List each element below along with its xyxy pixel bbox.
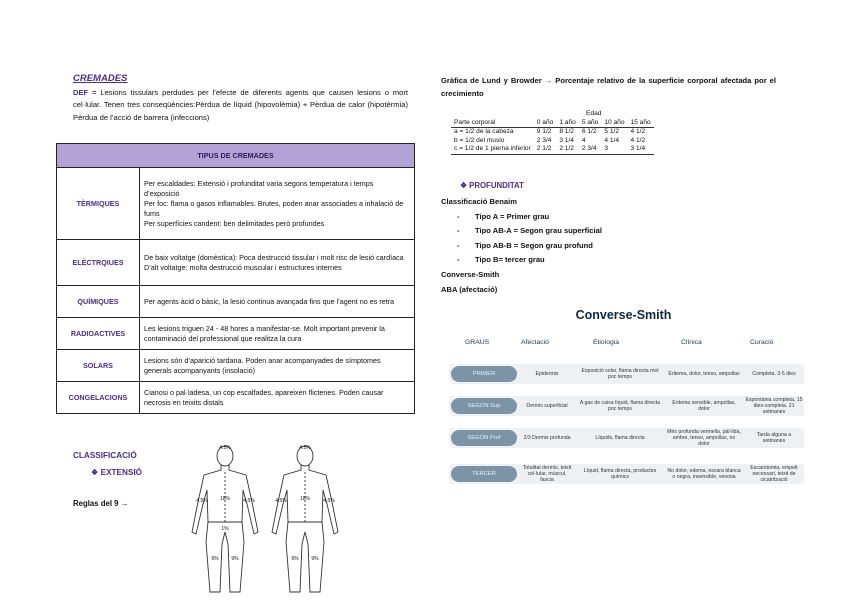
body-label: 18%	[219, 496, 231, 502]
cs-cell: Líquids, flama directa	[595, 435, 645, 441]
body-label: 4.5%	[275, 498, 287, 504]
grade-badge: SEGON Sup	[451, 398, 517, 414]
row-label: CONGELACIONS	[57, 382, 140, 414]
cs-cell: Completa. 3-5 dies	[752, 371, 796, 377]
lund-browder-heading: Gràfica de Lund y Browder → Porcentaje relativo de la superficie corporal afectada por el crecimiento	[441, 76, 776, 98]
cs-row	[449, 464, 804, 484]
lb-cell: 8 1/2	[559, 128, 574, 136]
lb-col-header: 15 año	[628, 119, 654, 128]
lb-col-header: 5 año	[579, 119, 602, 128]
lb-cell: a = 1/2 de la cabeza	[454, 128, 514, 136]
cs-cell: A gas de caixa líquid, flama directa poc temps	[579, 400, 661, 412]
tipus-cremades-table	[56, 143, 415, 414]
lb-cell: 4 1/2	[630, 136, 646, 144]
list-item: - Tipo A = Primer grau	[457, 211, 550, 221]
cs-cell: Espontània completa, 15 dies-completa. 21 setmanes	[745, 397, 803, 415]
cs-cell: Epidermis	[535, 371, 559, 377]
reglas-del-9: Reglas del 9 →	[73, 499, 129, 508]
lb-cell: 3 1/4	[628, 145, 654, 154]
cs-header: Etiologia	[593, 339, 620, 346]
row-label: QUÍMIQUES	[57, 286, 140, 318]
cremades-title: CREMADES	[73, 73, 128, 84]
cs-header: Afectació	[521, 339, 549, 346]
tipus-cremades-header: TIPUS DE CREMADES	[57, 144, 415, 168]
row-line: De baix voltatge (domèstica): Poca destrucció tissular i molt risc de lesió cardíaca	[144, 252, 404, 262]
row-label: ELÈCTRQIUES	[57, 240, 140, 286]
list-item-text: Tipo AB-B = Segon grau profund	[475, 240, 593, 250]
body-label: 4.5%	[299, 445, 311, 451]
cs-cell: Eritema, dolor, tenso, ampollas	[668, 371, 740, 377]
lb-cell: 4	[581, 136, 586, 144]
cs-cell: 2/3 Dermis profunda	[523, 435, 571, 441]
body-label: 9%	[311, 556, 319, 562]
row-line: Per agents àcid o bàsic, la lesió continua avançada fins que l’agent no es retra	[144, 296, 395, 306]
benaim-title: Classificació Benaim	[441, 197, 517, 206]
body-label: 9%	[211, 556, 219, 562]
row-content	[140, 168, 415, 240]
grade-badge: TERCER	[451, 466, 517, 482]
row-content	[140, 286, 415, 318]
cs-cell: Més profunda vermella, pàl·lida, ambre, tenso, ampollas, no dolor	[667, 429, 741, 447]
cs-header: GRAUS	[465, 339, 490, 346]
body-label: 4.5%	[243, 498, 255, 504]
list-item: - Tipo AB-B = Segon grau profund	[457, 240, 593, 250]
cs-cell: No dolor, edema, escara blanca o negra, insensible, venosa	[667, 468, 741, 480]
grade-badge: PRIMER	[451, 366, 517, 382]
lund-browder-table	[451, 110, 654, 155]
row-line: Lesions són d’aparició tardana. Poden anar acompanyades de símptomes generals acompanyants (insolació)	[144, 355, 381, 375]
cs-cell: Eritema sensible, ampollas, dolor	[672, 400, 736, 412]
cs-cell: Escarotomia, empelt necessari, teixit de cicatrització	[750, 465, 798, 483]
grade-badge: SEGON Prof	[451, 430, 517, 446]
benaim-list	[441, 195, 602, 297]
aba-label: ABA (afectació)	[441, 284, 498, 294]
lb-cell: b = 1/2 del muslo	[454, 136, 505, 144]
cs-header: Curació	[750, 339, 774, 346]
lb-col-header: 10 año	[601, 119, 627, 128]
rule-of-nines-diagram	[180, 442, 380, 597]
classificacio-title: CLASSIFICACIÓ	[73, 451, 137, 460]
lb-cell: 3	[601, 145, 627, 154]
def-text: Lesions tissulars perdudes per l’efecte de diferents agents que causen lesions o mort cel·lular. Tenen tres conseqüències:Pèrdua de líquid (hipovolèmia) + Pèrdua de calor (hipotèrmia) Pèrdua de l’acció de barrera (infeccions)	[73, 88, 408, 122]
row-line: Les lesions triguen 24 - 48 hores a manifestar-se. Molt important prevenir la contaminació del professional que realitza la cura	[144, 323, 385, 343]
lb-col-header: Parte corporal	[451, 119, 534, 128]
row-label: SOLARS	[57, 350, 140, 382]
row-content	[140, 382, 415, 414]
lb-cell: 9 1/2	[536, 128, 552, 136]
body-label: 4.5%	[219, 445, 231, 451]
lb-cell: 2 3/4	[579, 145, 602, 154]
lb-cell: 2 1/2	[534, 145, 557, 154]
row-label: TÈRMIQUES	[57, 168, 140, 240]
cs-cell: Dermis superficial	[526, 403, 568, 409]
row-content	[140, 318, 415, 350]
cs-cell: Totalitat dermis, teixit cel·lular, múscul, fascia	[522, 465, 572, 483]
lb-cell: 3 1/4	[559, 136, 574, 144]
row-line: D’alt voltatge: molta destrucció muscular i estructures internes	[144, 262, 342, 272]
body-label: 9%	[291, 556, 299, 562]
list-item: - Tipo AB-A = Segon grau superficial	[457, 226, 602, 236]
lb-cell: 2 1/2	[556, 145, 579, 154]
lb-col-header: 0 año	[534, 119, 557, 128]
cs-row	[449, 396, 804, 416]
row-line: Cianosi o pal·ladesa, un cop escalfades, apareixen flictenes. Poden causar necrosis en teixits distals	[144, 387, 384, 407]
lb-cell: 6 1/2	[581, 128, 597, 136]
profunditat-title: ❖ PROFUNDITAT	[460, 181, 524, 190]
cs-header: Clínica	[681, 339, 702, 346]
row-line: Per superfícies candent: ben delimitades però profundes	[144, 218, 325, 228]
lb-cell: 2 3/4	[536, 136, 552, 144]
lb-cell: 5 1/2	[604, 128, 620, 136]
row-label: RADIOACTIVES	[57, 318, 140, 350]
body-label: 4.5%	[323, 498, 335, 504]
cs-row	[449, 428, 804, 448]
converse-smith-infographic	[441, 302, 806, 502]
body-label: 4.5%	[196, 498, 208, 504]
cs-cell: Tarda alguna a setmanes	[756, 432, 792, 444]
row-line: Per foc: flama o gasos inflamables. Brutes, poden anar associades a inhalació de fums	[144, 198, 404, 218]
lb-cell: 4 1/4	[604, 136, 620, 144]
body-label: 9%	[231, 556, 239, 562]
body-label: 18%	[299, 496, 311, 502]
list-item-text: Tipo A = Primer grau	[475, 211, 550, 221]
list-item: - Tipo B= tercer grau	[457, 255, 545, 265]
cs-title: Converse-Smith	[575, 308, 672, 322]
cs-cell: Exposició solar, flama directa mol poc temps	[581, 368, 659, 380]
body-label: 1%	[221, 526, 229, 532]
list-item-text: Tipo AB-A = Segon grau superficial	[475, 226, 602, 236]
cs-cell: Líquid, flama directa, productes químics	[583, 468, 657, 480]
lb-cell: 4 1/2	[630, 128, 646, 136]
def-label: DEF =	[73, 88, 97, 97]
edad-label: Edad	[586, 110, 602, 117]
lb-col-header: 1 año	[556, 119, 579, 128]
back-figure	[272, 446, 338, 592]
cs-row	[449, 364, 804, 384]
list-item-text: Tipo B= tercer grau	[475, 255, 545, 265]
cremades-definition	[73, 87, 408, 124]
lb-cell: c = 1/2 de 1 pierna inferior	[451, 145, 534, 154]
row-content	[140, 240, 415, 286]
extensio-title: ❖ EXTENSIÓ	[91, 468, 143, 477]
row-content	[140, 350, 415, 382]
row-line: Per escaldades: Extensió i profunditat varia segons temperatura i temps d’exposició	[144, 178, 374, 198]
front-figure	[192, 446, 258, 592]
converse-label: Converse-Smith	[441, 269, 500, 279]
